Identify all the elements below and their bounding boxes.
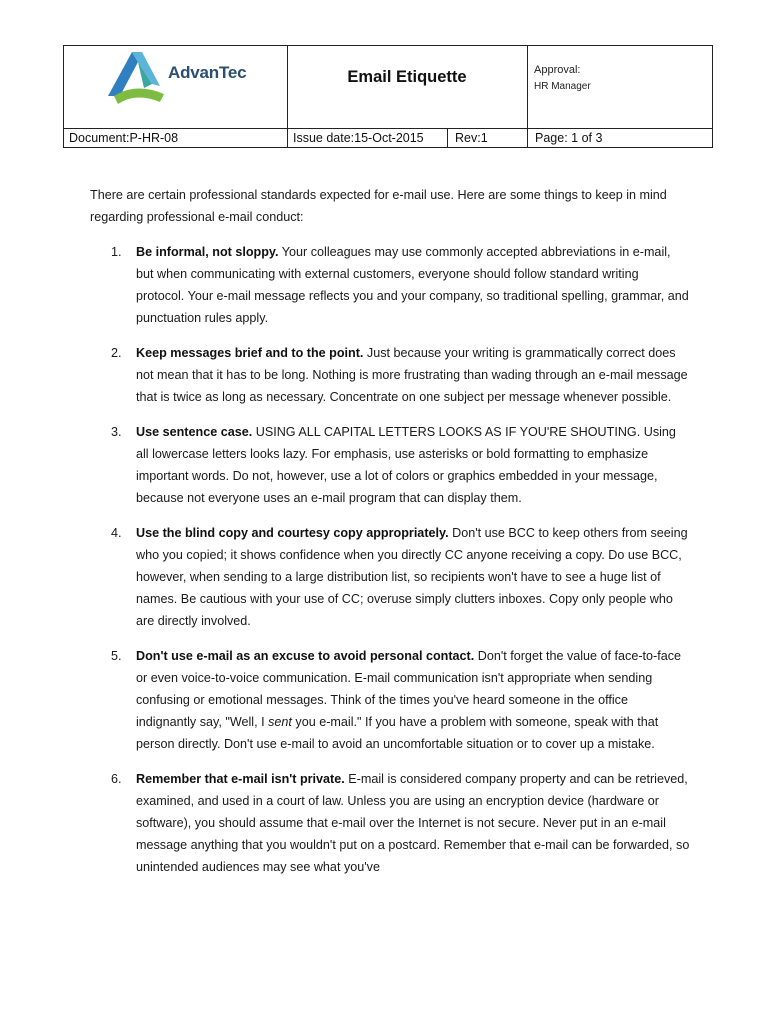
item-title: Remember that e-mail isn't private.: [136, 772, 345, 786]
item-number: 5.: [111, 649, 122, 663]
item-title: Use the blind copy and courtesy copy appropriately.: [136, 526, 449, 540]
item-title: Don't use e-mail as an excuse to avoid personal contact.: [136, 649, 475, 663]
item-number: 1.: [111, 245, 122, 259]
document-header-table: [63, 45, 713, 148]
approval-value: HR Manager: [534, 81, 591, 92]
item-text: E-mail is considered company property and can be retrieved, examined, and used in a court of law. Unless you are using an encryption device (hardware or software), you should assume that e-mail over the Internet is not secure. Never put in an e-mail message anything that you wouldn't put on a postcard. Remember that e-mail can be forwarded, so unintended audiences may see what you've: [136, 772, 690, 874]
list-item: [90, 768, 690, 878]
list-item: [90, 241, 690, 329]
title-cell: [287, 46, 527, 128]
list-item: [90, 645, 690, 755]
item-text: Your colleagues may use commonly accepted abbreviations in e-mail, but when communicating with external customers, everyone should follow standard writing protocol. Your e-mail message reflects you and your company, so traditional spelling, grammar, and punctuation rules apply.: [136, 245, 689, 325]
item-title: Keep messages brief and to the point.: [136, 346, 364, 360]
item-text: you e-mail." If you have a problem with someone, speak with that person directly. Don't use e-mail to avoid an uncomfortable situation or to cover up a mistake.: [136, 715, 659, 751]
item-text: USING ALL CAPITAL LETTERS LOOKS AS IF YOU'RE SHOUTING. Using all lowercase letters looks lazy. For emphasis, use asterisks or bold formatting to emphasize important words. Do not, however, use a lot of colors or graphics embedded in your message, because not everyone uses an e-mail program that can display them.: [136, 425, 676, 505]
logo-cell: [64, 46, 287, 128]
issue-date: Issue date:15-Oct-2015: [293, 131, 424, 145]
approval-label: Approval:: [534, 64, 581, 76]
item-number: 4.: [111, 526, 122, 540]
item-text: Don't forget the value of face-to-face or even voice-to-voice communication. E-mail communication isn't appropriate when sending confusing or emotional messages. Think of the times you've heard someone in the office indignantly say, "Well, I: [136, 649, 682, 729]
list-item: [90, 522, 690, 632]
document-body: [90, 184, 690, 891]
document-number: Document:P-HR-08: [69, 131, 179, 145]
list-item: [90, 342, 690, 408]
etiquette-list: [90, 241, 690, 878]
item-number: 3.: [111, 425, 122, 439]
intro-paragraph: There are certain professional standards expected for e-mail use. Here are some things to keep in mind regarding professional e-mail conduct:: [90, 188, 667, 224]
page-number: Page: 1 of 3: [535, 131, 603, 145]
advantec-logo-icon: [108, 52, 166, 104]
item-title: Use sentence case.: [136, 425, 253, 439]
item-text: Just because your writing is grammatically correct does not mean that it has to be long. Nothing is more frustrating than wading through an e-mail message that is twice as long as necessary. Concentrate on one subject per message whenever possible.: [136, 346, 688, 404]
list-item: [90, 421, 690, 509]
item-number: 6.: [111, 772, 122, 786]
item-emphasis: sent: [268, 715, 292, 729]
item-number: 2.: [111, 346, 122, 360]
item-text: Don't use BCC to keep others from seeing who you copied; it shows confidence when you directly CC anyone receiving a copy. Do use BCC, however, when sending to a large distribution list, so recipients won't have to see a huge list of names. Be cautious with your use of CC; overuse simply clutters inboxes. Copy only people who are directly involved.: [136, 526, 688, 628]
item-title: Be informal, not sloppy.: [136, 245, 279, 259]
document-title: Email Etiquette: [347, 68, 467, 86]
logo-text: AdvanTec: [168, 63, 247, 82]
approval-cell: [527, 46, 713, 128]
revision: Rev:1: [455, 131, 488, 145]
